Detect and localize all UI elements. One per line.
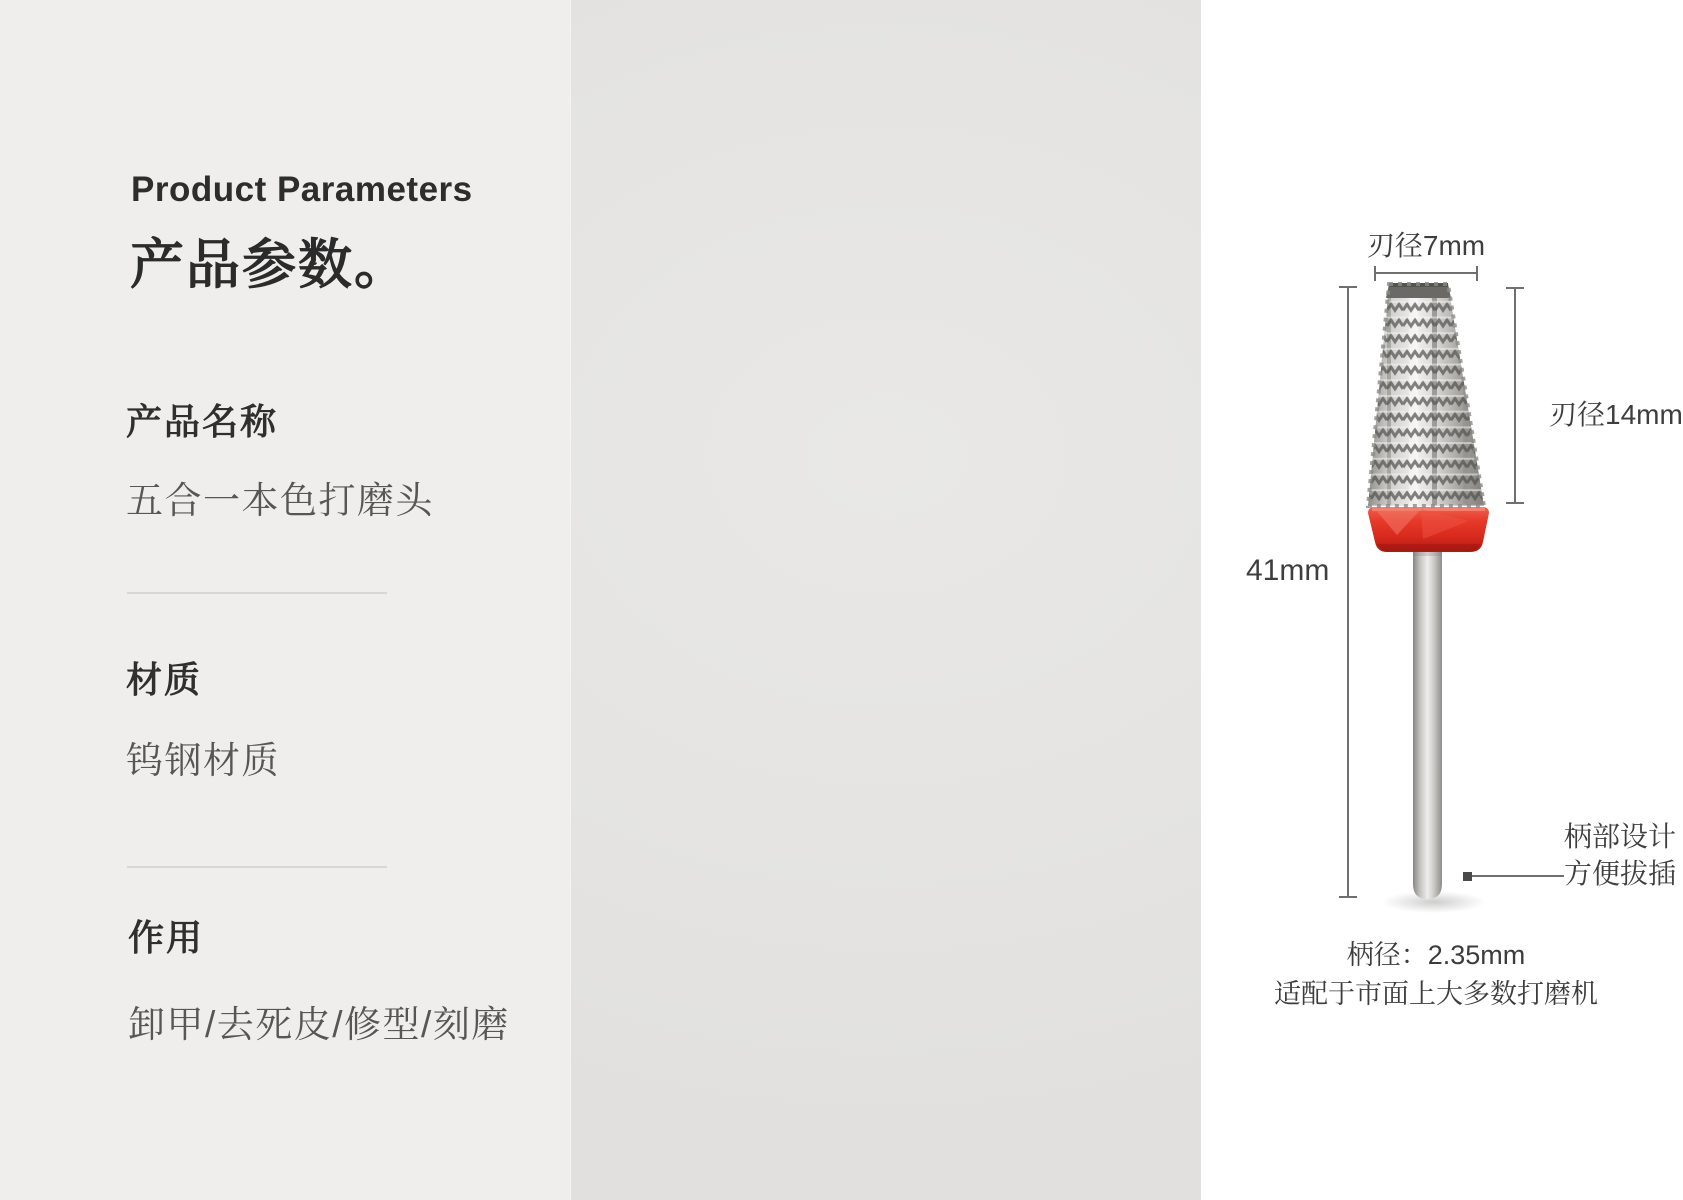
dim-bracket-blade-diameter	[1375, 266, 1477, 281]
dim-line-total-length	[1339, 287, 1357, 897]
drill-head	[1368, 283, 1484, 508]
blade-length-label: 刃径14mm	[1549, 399, 1683, 430]
spec-heading-function: 作用	[128, 917, 205, 958]
info-panel	[0, 0, 570, 1200]
section-divider	[127, 592, 387, 594]
section-divider	[127, 866, 387, 868]
shank-caption	[1236, 936, 1636, 1014]
spec-value-product-name: 五合一本色打磨头	[126, 480, 434, 521]
spec-value-function: 卸甲/去死皮/修型/刻磨	[128, 1004, 510, 1045]
collar	[1368, 507, 1489, 552]
drill-shank	[1413, 550, 1442, 899]
spec-heading-product-name: 产品名称	[126, 401, 279, 442]
shank-callout-line1: 柄部设计	[1564, 821, 1677, 852]
total-length-label: 41mm	[1246, 554, 1330, 587]
page-title-chinese: 产品参数。	[130, 235, 410, 295]
blade-diameter-label: 刃径7mm	[1366, 230, 1486, 261]
dim-line-blade-length	[1506, 288, 1524, 503]
shank-callout-line2: 方便拔插	[1564, 858, 1677, 889]
compatibility-note: 适配于市面上大多数打磨机	[1274, 979, 1598, 1009]
shank-callout	[1564, 818, 1676, 892]
page-title-english: Product Parameters	[131, 170, 473, 209]
spec-value-material: 钨钢材质	[126, 740, 280, 781]
product-photo-panel	[570, 0, 1683, 1200]
leader-dot	[1463, 872, 1472, 881]
shank-diameter-label: 柄径：2.35mm	[1346, 940, 1526, 970]
spec-heading-material: 材质	[126, 659, 203, 700]
